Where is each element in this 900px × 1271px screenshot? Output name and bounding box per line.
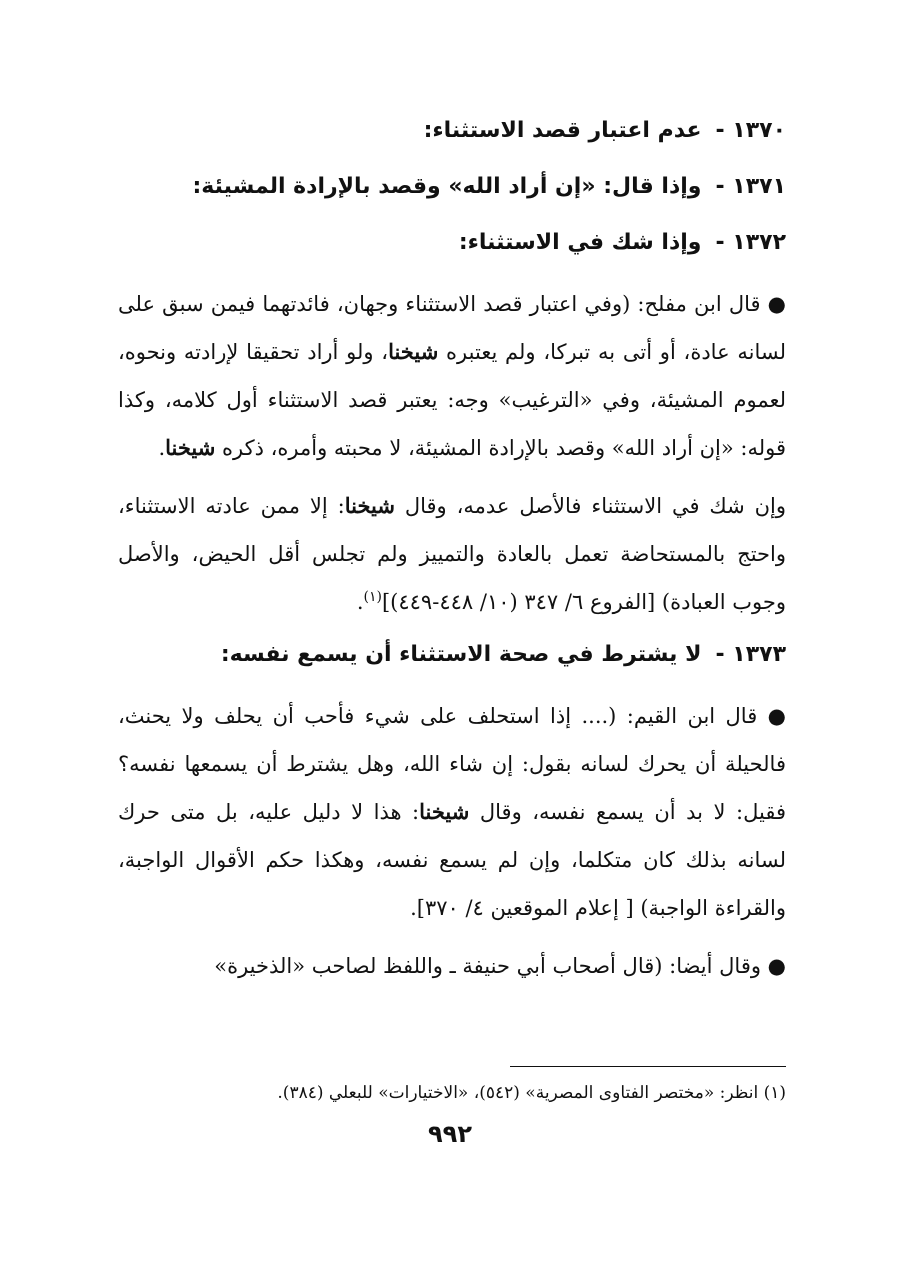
paragraph-ibn-muflih <box>118 280 786 472</box>
paragraph-ibn-qayyim <box>118 692 786 932</box>
paragraph-text: : إلا ممن عادته الاستثناء، واحتج بالمستحاضة تعمل بالعادة والتمييز ولم تجلس أقل الحيض، والأصل وجوب العبادة) [الفروع ٦/ ٣٤٧ (١٠/ ٤٤٨-٤٤٩)] <box>118 494 786 614</box>
page-number: ٩٩٢ <box>428 1120 472 1148</box>
section-number: ١٣٧٢ - <box>715 230 786 255</box>
paragraph-text: وإن شك في الاستثناء فالأصل عدمه، وقال <box>394 494 786 518</box>
emphasis-shaykhuna: شيخنا <box>419 799 470 824</box>
footnote-reference[interactable]: (١) <box>363 589 382 605</box>
paragraph-hanafi-quote: ● وقال أيضا: (قال أصحاب أبي حنيفة ـ واللفظ لصاحب «الذخيرة» <box>214 954 786 978</box>
section-heading-1371 <box>118 168 786 206</box>
paragraph-doubt-exception <box>118 482 786 626</box>
paragraph-text: ● قال ابن مفلح: (وفي اعتبار قصد الاستثناء وجهان، فائدتهما فيمن سبق على لسانه عادة، أو أتى به تبركا، ولم يعتبره <box>118 292 786 364</box>
section-heading-1370 <box>118 112 786 150</box>
paragraph-text: ، ولو أراد تحقيقا لإرادته ونحوه، لعموم المشيئة، وفي «الترغيب» وجه: يعتبر قصد الاستثناء أول كلامه، وكذا قوله: «إن أراد الله» وقصد بالإرادة المشيئة، لا محبته وأمره، ذكره <box>118 340 786 460</box>
section-number: ١٣٧٣ - <box>715 642 786 667</box>
paragraph-text: : هذا لا دليل عليه، بل متى حرك لسانه بذلك كان متكلما، وإن لم يسمع نفسه، وهكذا حكم الأقوال الواجبة، والقراءة الواجبة) [ إعلام الموقعين ٤/ ٣٧٠]. <box>118 800 786 920</box>
page-body <box>118 112 786 1000</box>
section-heading-1373 <box>118 636 786 674</box>
emphasis-shaykhuna: شيخنا <box>388 339 439 364</box>
footnote: (١) انظر: «مختصر الفتاوى المصرية» (٥٤٢)، «الاختيارات» للبعلي (٣٨٤). <box>277 1083 786 1103</box>
section-title: عدم اعتبار قصد الاستثناء: <box>423 118 702 143</box>
section-heading-1372 <box>118 224 786 262</box>
section-title: وإذا شك في الاستثناء: <box>458 230 702 255</box>
paragraph-text: . <box>158 436 166 460</box>
paragraph-text: . <box>356 590 364 614</box>
emphasis-shaykhuna: شيخنا <box>344 493 395 518</box>
section-number: ١٣٧١ - <box>715 174 786 199</box>
emphasis-shaykhuna: شيخنا <box>165 435 216 460</box>
section-title: وإذا قال: «إن أراد الله» وقصد بالإرادة المشيئة: <box>192 174 702 199</box>
footnote-divider <box>510 1066 786 1067</box>
paragraph-text: ● قال ابن القيم: (.... إذا استحلف على شيء فأحب أن يحلف ولا يحنث، فالحيلة أن يحرك لسانه بقول: إن شاء الله، وهل يشترط أن يسمعها نفسه؟ فقيل: لا بد أن يسمع نفسه، وقال <box>118 704 786 824</box>
section-title: لا يشترط في صحة الاستثناء أن يسمع نفسه: <box>220 642 702 667</box>
section-number: ١٣٧٠ - <box>715 118 786 143</box>
